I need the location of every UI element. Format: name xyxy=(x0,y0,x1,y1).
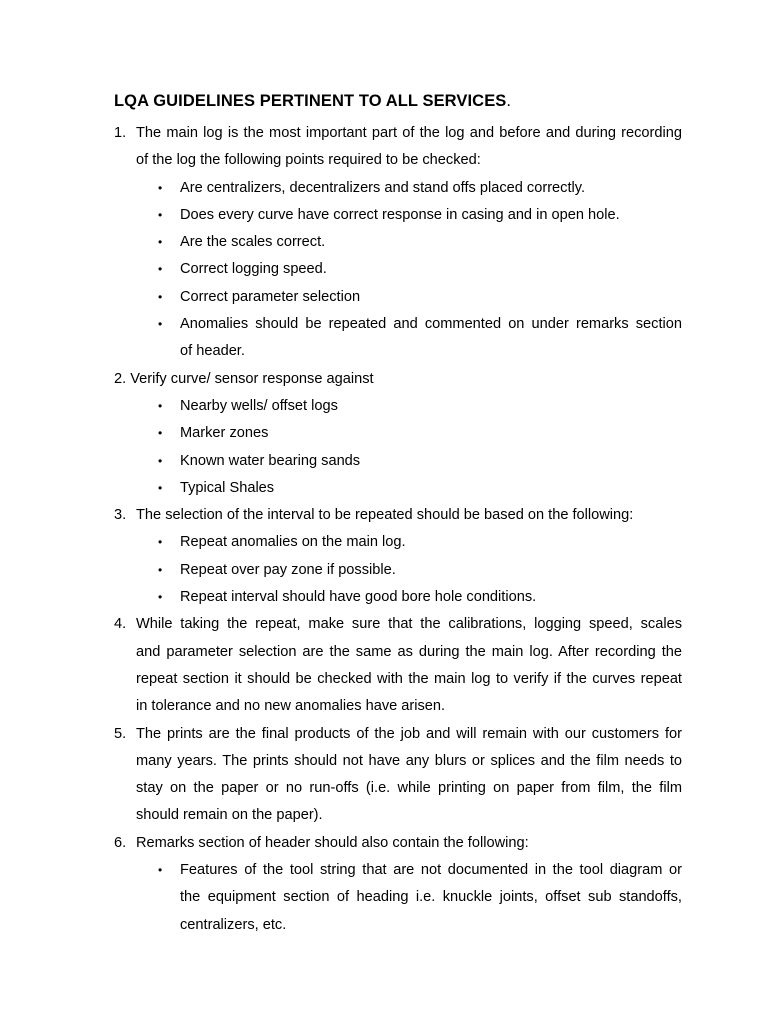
item-1-bullet-3: • Are the scales correct. xyxy=(114,229,682,256)
item-1-bullet-6: • Anomalies should be repeated and commented on under remarks section xyxy=(114,311,682,338)
item-3-number: 3. xyxy=(114,507,127,524)
bullet-icon: • xyxy=(158,317,163,332)
item-1-bullet-2: • Does every curve have correct response in casing and in open hole. xyxy=(114,202,682,229)
item-1-bullet-6-cont: of header. xyxy=(180,343,245,360)
bullet-icon: • xyxy=(158,398,163,413)
bullet-icon: • xyxy=(158,863,163,878)
item-6-line: 6. Remarks section of header should also contain the following: xyxy=(114,830,682,857)
item-4-number: 4. xyxy=(114,616,127,633)
item-1-bullet-1: • Are centralizers, decentralizers and stand offs placed correctly. xyxy=(114,175,682,202)
item-3-bullet-1: • Repeat anomalies on the main log. xyxy=(114,529,682,556)
item-5-line-1: 5. The prints are the final products of the job and will remain with our customers for xyxy=(114,721,682,748)
item-5-line-2: many years. The prints should not have any blurs or splices and the film needs to xyxy=(136,752,682,769)
item-2-bullet-2: • Marker zones xyxy=(114,420,682,447)
bullet-icon: • xyxy=(158,453,163,468)
item-6-number: 6. xyxy=(114,834,127,851)
bullet-icon: • xyxy=(158,207,163,222)
item-6-bullet-1-cont-1: the equipment section of heading i.e. knuckle joints, offset sub standoffs, xyxy=(180,889,682,906)
item-1-number: 1. xyxy=(114,125,127,141)
title-period: . xyxy=(506,92,512,110)
bullet-icon: • xyxy=(158,480,163,495)
bullet-icon: • xyxy=(158,180,163,195)
item-4-line-2: and parameter selection are the same as during the main log. After recording the xyxy=(136,643,682,660)
item-3-line: 3. The selection of the interval to be repeated should be based on the following: xyxy=(114,502,682,529)
item-6-bullet-1-cont-2: centralizers, etc. xyxy=(180,916,287,933)
item-5-number: 5. xyxy=(114,725,127,742)
bullet-icon: • xyxy=(158,262,163,277)
item-5-line-3: stay on the paper or no run-offs (i.e. while printing on paper from film, the film xyxy=(136,780,682,797)
item-1-line-1: 1. The main log is the most important part of the log and before and during recording xyxy=(114,120,682,147)
bullet-icon: • xyxy=(158,562,163,577)
item-1-bullet-4: • Correct logging speed. xyxy=(114,256,682,283)
bullet-icon: • xyxy=(158,426,163,441)
item-3-bullet-2: • Repeat over pay zone if possible. xyxy=(114,557,682,584)
item-5-line-4: should remain on the paper). xyxy=(136,807,323,824)
bullet-icon: • xyxy=(158,235,163,250)
item-2-bullet-4: • Typical Shales xyxy=(114,475,682,502)
bullet-icon: • xyxy=(158,289,163,304)
item-1-bullet-5: • Correct parameter selection xyxy=(114,284,682,311)
item-4-line-4: in tolerance and no new anomalies have arisen. xyxy=(136,698,446,715)
item-3-bullet-3: • Repeat interval should have good bore hole conditions. xyxy=(114,584,682,611)
document-title xyxy=(114,92,511,111)
item-2-bullet-3: • Known water bearing sands xyxy=(114,448,682,475)
bullet-icon: • xyxy=(158,590,163,605)
item-2-bullet-1: • Nearby wells/ offset logs xyxy=(114,393,682,420)
item-4-line-1: 4. While taking the repeat, make sure that the calibrations, logging speed, scales xyxy=(114,611,682,638)
item-1-line-2: of the log the following points required to be checked: xyxy=(136,152,481,169)
item-4-line-3: repeat section it should be checked with the main log to verify if the curves repeat xyxy=(136,670,682,687)
guidelines-list xyxy=(114,120,682,939)
item-2-line: 2. Verify curve/ sensor response against xyxy=(114,370,374,387)
bullet-icon: • xyxy=(158,535,163,550)
item-6-bullet-1: • Features of the tool string that are not documented in the tool diagram or xyxy=(114,857,682,884)
title-text: LQA GUIDELINES PERTINENT TO ALL SERVICES xyxy=(114,92,507,110)
